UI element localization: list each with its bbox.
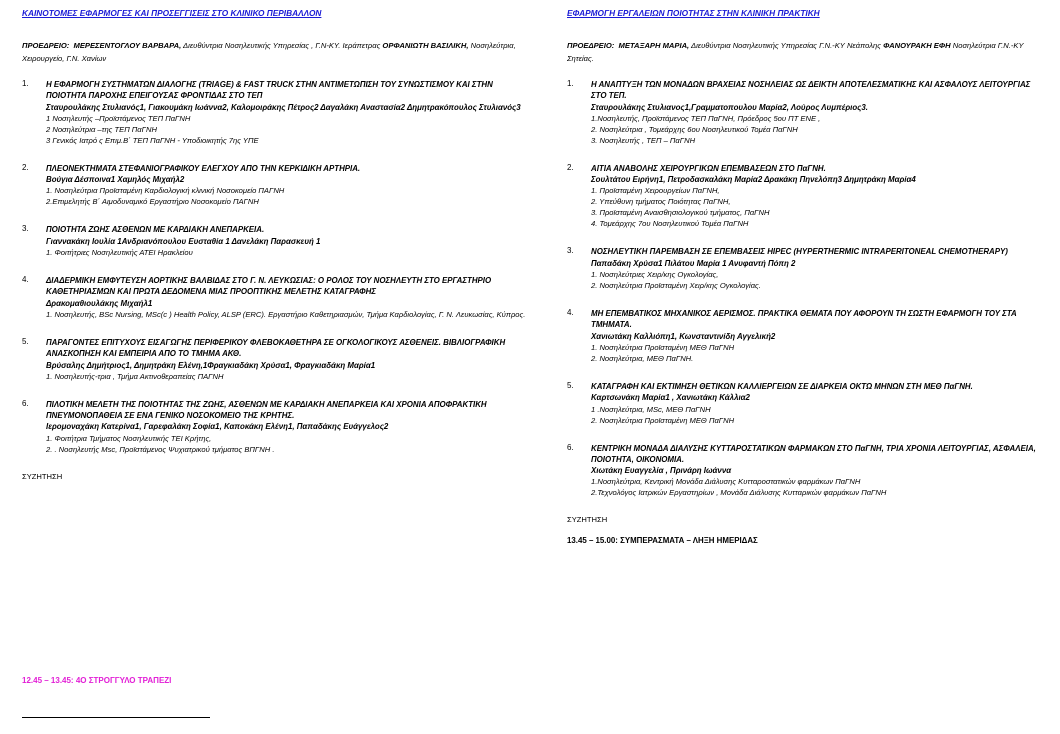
talk-authors: Χανιωτάκη Καλλιόπη1, Κωνσταντινίδη Αγγελική2 <box>591 331 776 341</box>
right-session-column <box>567 8 1047 545</box>
talk-affiliation: 1. Νοσηλευτής, BSc Nursing, MSc(c ) Health Policy, ALSP (ERC). Εργαστήριο Καθετηριασμών, Τμήμα Καρδιολογίας, Γ. Ν. Λευκωσίας, Κύπρος. <box>46 309 526 319</box>
talk-authors: Καρτσωνάκη Μαρία1 , Χανιωτάκη Κάλλια2 <box>591 393 750 403</box>
talk-affiliation: 1.Νοσηλευτής, Προϊστάμενος ΤΕΠ ΠαΓΝΗ, Πρόεδρος 5ου ΠΤ ΕΝΕ , <box>591 113 821 123</box>
talk-number: 6. <box>22 398 29 408</box>
talk-number: 2. <box>22 162 29 172</box>
talk-affiliation: 1. Φοιτήτριες Νοσηλευτικής ΑΤΕΙ Ηρακλείου <box>46 248 193 258</box>
talk-affiliation: 1. Προϊσταμένη Χειρουργείων ΠαΓΝΗ, <box>591 186 720 196</box>
talk-affiliation: 1. Νοσηλεύτρια Προϊσταμένη Καρδιολογική κλινική Νοσοκομείο ΠΑΓΝΗ <box>46 186 285 196</box>
talk-item <box>22 337 527 382</box>
talk-authors: Χιωτάκη Ευαγγελία , Πρινάρη Ιωάννα <box>591 466 732 476</box>
talk-affiliation: 2. Νοσηλεύτρια Προϊσταμένη Χειρ/κης Ογκολογίας. <box>591 281 761 291</box>
talk-number: 3. <box>22 224 29 234</box>
talk-item <box>567 308 1047 364</box>
right-discussion: ΣΥΖΗΤΗΣΗ <box>567 515 608 525</box>
talk-affiliation: 3. Νοσηλευτής , ΤΕΠ – ΠαΓΝΗ <box>591 135 696 145</box>
talk-title: Η ΑΝΑΠΤΥΞΗ ΤΩΝ ΜΟΝΑΔΩΝ ΒΡΑΧΕΙΑΣ ΝΟΣΗΛΕΙΑΣ ΩΣ ΔΕΙΚΤΗ ΑΠΟΤΕΛΕΣΜΑΤΙΚΗΣ ΚΑΙ ΑΣΦΑΛΟΥΣ ΛΕΙΤΟΥΡΓΙΑΣ ΣΤΟ ΤΕΠ. <box>591 80 1031 101</box>
talk-item <box>567 246 1047 291</box>
talk-title: ΠΛΕΟΝΕΚΤΗΜΑΤΑ ΣΤΕΦΑΝΙΟΓΡΑΦΙΚΟΥ ΕΛΕΓΧΟΥ ΑΠΟ ΤΗΝ ΚΕΡΚΙΔΙΚΗ ΑΡΤΗΡΙΑ. <box>46 163 361 173</box>
talk-item <box>567 443 1047 499</box>
talk-authors: Σουλτάτου Ειρήνη1, Πετροδασκαλάκη Μαρία2 Δρακάκη Πηνελόπη3 Δημητράκη Μαρία4 <box>591 175 916 185</box>
talk-title: ΔΙΑΔΕΡΜΙΚΗ ΕΜΦΥΤΕΥΣΗ ΑΟΡΤΙΚΗΣ ΒΑΛΒΙΔΑΣ ΣΤΟ Γ. Ν. ΛΕΥΚΩΣΙΑΣ: Ο ΡΟΛΟΣ ΤΟΥ ΝΟΣΗΛΕΥΤΗ ΣΤΟ ΕΡΓΑΣΤΗΡΙΟ ΚΑΘΕΤΗΡΙΑΣΜΩΝ ΚΑΙ ΠΡΩΤΑ ΔΕΔΟΜΕΝΑ ΜΙΑΣ ΠΡΟΟΠΤΙΚΗΣ ΜΕΛΕΤΗΣ ΚΑΤΑΓΡΑΦΗΣ <box>46 276 492 297</box>
chair1-role: Διευθύντρια Νοσηλευτικής Υπηρεσίας Γ.Ν.-ΚΥ Νεάπολης <box>691 41 881 50</box>
right-talk-list <box>567 79 1047 498</box>
talk-item <box>567 163 1047 230</box>
talk-affiliation: 2. Νοσηλεύτρια Προϊσταμένη ΜΕΘ ΠαΓΝΗ <box>591 415 735 425</box>
talk-item <box>22 163 527 208</box>
talk-authors: Σταυρουλάκης Στυλιανος1,Γραμματοπουλου Μαρία2, Λούρος Λυμπέριος3. <box>591 102 868 112</box>
talk-affiliation: 1. Φοιτήτρια Τμήματος Νοσηλευτικής ΤΕΙ Κρήτης, <box>46 433 212 443</box>
talk-affiliation: 1 .Νοσηλεύτρια, MSc, ΜΕΘ ΠαΓΝΗ <box>591 404 711 414</box>
talk-title: ΠΙΛΟΤΙΚΗ ΜΕΛΕΤΗ ΤΗΣ ΠΟΙΟΤΗΤΑΣ ΤΗΣ ΖΩΗΣ, ΑΣΘΕΝΩΝ ΜΕ ΚΑΡΔΙΑΚΗ ΑΝΕΠΑΡΚΕΙΑ ΚΑΙ ΧΡΟΝΙΑ ΑΠΟΦΡΑΚΤΙΚΗ ΠΝΕΥΜΟΝΟΠΑΘΕΙΑ ΣΕ ΕΝΑ ΓΕΝΙΚΟ ΝΟΣΟΚΟΜΕΙΟ ΤΗΣ ΚΡΗΤΗΣ. <box>46 399 487 421</box>
chair1-role: Διευθύντρια Νοσηλευτικής Υπηρεσίας , Γ.Ν-ΚΥ. Ιεράπετρας <box>183 41 381 50</box>
talk-number: 5. <box>567 380 574 390</box>
talk-title: ΚΑΤΑΓΡΑΦΗ ΚΑΙ ΕΚΤΙΜΗΣΗ ΘΕΤΙΚΩΝ ΚΑΛΛΙΕΡΓΕΙΩΝ ΣΕ ΔΙΑΡΚΕΙΑ ΟΚΤΩ ΜΗΝΩΝ ΣΤΗ ΜΕΘ ΠαΓΝΗ. <box>591 381 973 391</box>
talk-number: 6. <box>567 442 574 452</box>
talk-authors: Ιερομοναχάκη Κατερίνα1, Γαρεφαλάκη Σοφία1, Καποκάκη Ελένη1, Παπαδάκης Ευάγγελος2 <box>46 422 389 432</box>
talk-affiliation: 2. Νοσηλεύτρια, ΜΕΘ ΠαΓΝΗ. <box>591 353 694 363</box>
chair2-name: ΦΑΝΟΥΡΑΚΗ ΕΦΗ <box>883 41 951 50</box>
talk-item <box>22 399 527 455</box>
talk-affiliation: 2. Υπεύθυνη τμήματος Ποιότητας ΠαΓΝΗ, <box>591 197 731 207</box>
talk-title: ΠΟΙΟΤΗΤΑ ΖΩΗΣ ΑΣΘΕΝΩΝ ΜΕ ΚΑΡΔΙΑΚΗ ΑΝΕΠΑΡΚΕΙΑ. <box>46 225 265 235</box>
chair2-role: Νοσηλεύτρια, Χειρουργείο, Γ.Ν. Χανίων <box>22 41 516 63</box>
footnote-separator <box>22 717 210 718</box>
talk-item <box>567 79 1047 146</box>
chair2-role: Νοσηλεύτρια Γ.Ν.-ΚΥ Σητείας. <box>567 41 1024 63</box>
chair-label: ΠΡΟΕΔΡΕΙΟ: <box>22 41 70 50</box>
closing-session: 13.45 – 15.00: ΣΥΜΠΕΡΑΣΜΑΤΑ – ΛΗΞΗ ΗΜΕΡΙΔΑΣ <box>567 536 758 546</box>
talk-item <box>22 224 527 258</box>
left-chair-block <box>22 40 527 65</box>
left-session-title: ΚΑΙΝΟΤΟΜΕΣ ΕΦΑΡΜΟΓΕΣ ΚΑΙ ΠΡΟΣΕΓΓΙΣΕΙΣ ΣΤΟ ΚΛΙΝΙΚΟ ΠΕΡΙΒΑΛΛΟΝ <box>22 8 322 18</box>
talk-title: ΑΙΤΙΑ ΑΝΑΒΟΛΗΣ ΧΕΙΡΟΥΡΓΙΚΩΝ ΕΠΕΜΒΑΣΕΩΝ ΣΤΟ ΠαΓΝΗ. <box>591 163 826 173</box>
right-session-title: ΕΦΑΡΜΟΓΗ ΕΡΓΑΛΕΙΩΝ ΠΟΙΟΤΗΤΑΣ ΣΤΗΝ ΚΛΙΝΙΚΗ ΠΡΑΚΤΙΚΗ <box>567 8 820 18</box>
chair1-name: ΜΕΡΕΣΕΝΤΟΓΛΟΥ ΒΑΡΒΑΡΑ, <box>73 41 182 50</box>
chair-label: ΠΡΟΕΔΡΕΙΟ: <box>567 41 615 50</box>
talk-number: 4. <box>567 308 574 318</box>
talk-authors: Γιαννακάκη Ιουλία 1Ανδριανόπουλου Ευσταθία 1 Δανελάκη Παρασκευή 1 <box>46 236 321 246</box>
talk-title: ΠΑΡΑΓΟΝΤΕΣ ΕΠΙΤΥΧΟΥΣ ΕΙΣΑΓΩΓΗΣ ΠΕΡΙΦΕΡΙΚΟΥ ΦΛΕΒΟΚΑΘΕΤΗΡΑ ΣΕ ΟΓΚΟΛΟΓΙΚΟΥΣ ΑΣΘΕΝΕΙΣ. ΒΙΒΛΙΟΓΡΑΦΙΚΗ ΑΝΑΣΚΟΠΗΣΗ ΚΑΙ ΕΜΠΕΙΡΙΑ ΑΠΟ ΤΟ ΤΜΗΜΑ ΑΚΘ. <box>46 337 506 359</box>
talk-affiliation: 3. Προϊσταμένη Αναισθησιολογικού τμήματος, ΠαΓΝΗ <box>591 208 770 218</box>
talk-affiliation: 2. . Νοσηλευτής Msc, Προϊστάμενος Ψυχιατρικού τμήματος ΒΠΓΝΗ . <box>46 444 275 454</box>
talk-authors: Βρύσαλης Δημήτριος1, Δημητράκη Ελένη,1Φραγκιαδάκη Χρύσα1, Φραγκιαδάκη Μαρία1 <box>46 360 376 370</box>
talk-item <box>22 275 527 320</box>
left-session-column <box>22 8 527 493</box>
left-discussion: ΣΥΖΗΤΗΣΗ <box>22 471 63 481</box>
roundtable-heading: 12.45 – 13.45: 4Ο ΣΤΡΟΓΓΥΛΟ ΤΡΑΠΕΖΙ <box>22 676 172 685</box>
talk-affiliation: 2.Επιμελητής Β΄ Αιμοδυναμικό Εργαστήριο Νοσοκομείο ΠΑΓΝΗ <box>46 197 259 207</box>
talk-affiliation: 1. Νοσηλεύτριες Χειρ/κης Ογκολογίας, <box>591 270 719 280</box>
talk-authors: Βούγια Δέσποινα1 Χαμηλός Μιχαήλ2 <box>46 175 185 185</box>
talk-item <box>22 79 527 146</box>
talk-title: ΝΟΣΗΛΕΥΤΙΚΗ ΠΑΡΕΜΒΑΣΗ ΣΕ ΕΠΕΜΒΑΣΕΙΣ HIPEC (HYPERTHERMIC INTRAPERITONEAL CHEMOTHERAPY) <box>591 247 1008 257</box>
talk-title: ΚΕΝΤΡΙΚΗ ΜΟΝΑΔΑ ΔΙΑΛΥΣΗΣ ΚΥΤΤΑΡΟΣΤΑΤΙΚΩΝ ΦΑΡΜΑΚΩΝ ΣΤΟ ΠαΓΝΗ, ΤΡΙΑ ΧΡΟΝΙΑ ΛΕΙΤΟΥΡΓΙΑΣ, ΑΣΦΑΛΕΙΑ, ΠΟΙΟΤΗΤΑ, ΟΙΚΟΝΟΜΙΑ. <box>591 443 1036 464</box>
talk-affiliation: 4. Τομεάρχης 7ου Νοσηλευτικού Τομέα ΠαΓΝΗ <box>591 219 749 229</box>
right-chair-block <box>567 40 1047 65</box>
talk-number: 1. <box>567 79 574 88</box>
chair2-name: ΟΡΦΑΝΙΩΤΗ ΒΑΣΙΛΙΚΗ, <box>382 41 469 50</box>
talk-affiliation: 2 Νοσηλεύτρια –της ΤΕΠ ΠαΓΝΗ <box>46 124 157 134</box>
talk-affiliation: 1. Νοσηλευτής-τρια , Τμήμα Ακτινοθεραπείας ΠΑΓΝΗ <box>46 371 224 381</box>
talk-affiliation: 1.Νοσηλεύτρια, Κεντρική Μονάδα Διάλυσης Κυτταροστατικών φαρμάκων ΠαΓΝΗ <box>591 477 861 487</box>
talk-number: 5. <box>22 336 29 346</box>
talk-number: 1. <box>22 79 29 88</box>
talk-authors: Παπαδάκη Χρύσα1 Πιλάτου Μαρία 1 Ανυφαντή Πόπη 2 <box>591 258 796 268</box>
talk-number: 2. <box>567 162 574 172</box>
talk-affiliation: 3 Γενικός Ιατρό ς Επιμ.Β΄ ΤΕΠ ΠαΓΝΗ - Υποδιοικητής 7ης ΥΠΕ <box>46 135 259 145</box>
chair1-name: ΜΕΤΑΞΑΡΗ ΜΑΡΙΑ, <box>618 41 690 50</box>
talk-affiliation: 2.Τεχνολόγος Ιατρικών Εργαστηρίων , Μονάδα Διάλυσης Κυτταρικών φαρμάκων ΠαΓΝΗ <box>591 488 887 498</box>
talk-affiliation: 1 Νοσηλευτής –Προϊστάμενος ΤΕΠ ΠαΓΝΗ <box>46 113 191 123</box>
talk-number: 3. <box>567 246 574 256</box>
left-talk-list <box>22 79 527 455</box>
talk-title: Η ΕΦΑΡΜΟΓΗ ΣΥΣΤΗΜΑΤΩΝ ΔΙΑΛΟΓΗΣ (TRIAGE) & FAST TRUCK ΣΤΗΝ ΑΝΤΙΜΕΤΩΠΙΣΗ ΤΟΥ ΣΥΝΩΣΤΙΣΜΟΥ ΚΑΙ ΣΤΗΝ ΠΟΙΟΤΗΤΑ ΠΑΡΟΧΗΣ ΕΠΕΙΓΟΥΣΑΣ ΦΡΟΝΤΙΔΑΣ ΣΤΟ ΤΕΠ <box>46 80 493 101</box>
talk-title: ΜΗ ΕΠΕΜΒΑΤΙΚΟΣ ΜΗΧΑΝΙΚΟΣ ΑΕΡΙΣΜΟΣ. ΠΡΑΚΤΙΚΑ ΘΕΜΑΤΑ ΠΟΥ ΑΦΟΡΟΥΝ ΤΗ ΣΩΣΤΗ ΕΦΑΡΜΟΓΗ ΤΟΥ ΣΤΑ ΤΜΗΜΑΤΑ. <box>591 309 1017 330</box>
talk-affiliation: 2. Νοσηλεύτρια , Τομεάρχης 6ου Νοσηλευτικού Τομέα ΠαΓΝΗ <box>591 124 798 134</box>
talk-authors: Δρακομαθιουλάκης Μιχαήλ1 <box>46 298 153 308</box>
talk-item <box>567 381 1047 426</box>
talk-number: 4. <box>22 275 29 285</box>
talk-authors: Σταυρουλάκης Στυλιανός1, Γιακουμάκη Ιωάννα2, Καλομοιράκης Πέτρος2 Δαγαλάκη Αναστασία2 Δημητρακόπουλος Στυλιανός3 <box>46 102 521 112</box>
talk-affiliation: 1. Νοσηλεύτρια Προϊσταμένη ΜΕΘ ΠαΓΝΗ <box>591 342 735 352</box>
